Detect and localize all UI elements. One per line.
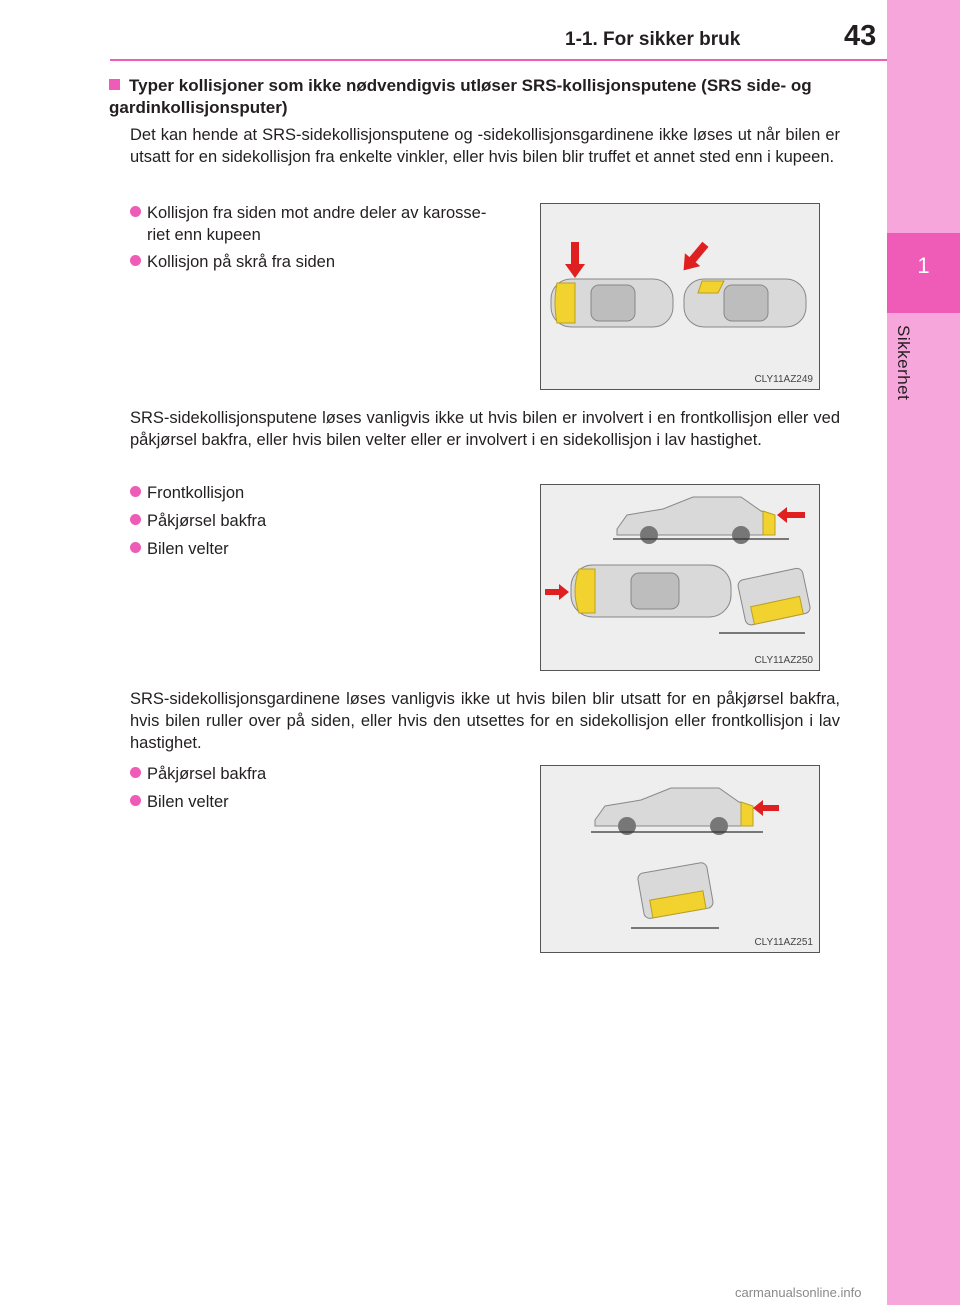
impact-arrow-icon: [676, 238, 713, 277]
bullet-dot-icon: [130, 514, 141, 525]
section-heading: Typer kollisjoner som ikke nødvendigvis utløser SRS-kollisjonsputene (SRS side- og gardinkollisjonsputer): [109, 76, 812, 117]
bullet-dot-icon: [130, 255, 141, 266]
figure-front-rear-rollover: [540, 484, 820, 671]
intro-paragraph: Det kan hende at SRS-sidekollisjonsputene og -sidekollisjonsgardinene ikke løses ut når bilen er utsatt for en sidekollisjon fra enkelte vinkler, eller hvis bilen blir truffet et annet sted enn i kupeen.: [130, 126, 840, 166]
chapter-number: 1: [917, 253, 930, 278]
figure-code: CLY11AZ251: [754, 937, 813, 948]
section-title: 1-1. For sikker bruk: [565, 29, 741, 50]
bullet-dot-icon: [130, 542, 141, 553]
car-top-left: [551, 279, 673, 327]
chapter-label: Sikkerhet: [894, 325, 913, 401]
page-number: 43: [844, 20, 877, 52]
car-top-view: [571, 565, 731, 617]
bullet-dot-icon: [130, 767, 141, 778]
impact-arrow-icon: [753, 800, 779, 816]
square-bullet-icon: [109, 79, 120, 90]
paragraph: SRS-sidekollisjonsgardinene løses vanligvis ikke ut hvis bilen blir utsatt for en påkjørsel bakfra, hvis bilen ruller over på siden, eller hvis den utsettes for en sidekollisjon eller frontkollisjon i lav hastighet.: [130, 690, 840, 752]
impact-arrow-icon: [545, 584, 569, 600]
bullet-dot-icon: [130, 206, 141, 217]
car-side-view: [595, 788, 753, 835]
bullet-item: Kollisjon fra siden mot andre deler av karosse- riet enn kupeen: [130, 202, 486, 246]
side-band: [887, 0, 960, 1305]
bullet-item: Påkjørsel bakfra: [130, 510, 266, 532]
car-side-view: [617, 497, 775, 544]
curtain-collision-illustration: [541, 766, 819, 952]
bullet-item: Kollisjon på skrå fra siden: [130, 251, 335, 273]
figure-rear-rollover: [540, 765, 820, 953]
car-top-right: [684, 279, 806, 327]
bullet-dot-icon: [130, 486, 141, 497]
figure-side-collision: [540, 203, 820, 390]
car-rollover: [637, 862, 714, 919]
impact-arrow-icon: [777, 507, 805, 523]
impact-arrow-icon: [565, 242, 585, 278]
bullet-item: Påkjørsel bakfra: [130, 763, 266, 785]
bullet-dot-icon: [130, 795, 141, 806]
watermark: carmanualsonline.info: [735, 1285, 862, 1300]
car-rollover: [737, 567, 811, 626]
collision-types-illustration: [541, 485, 819, 670]
figure-code: CLY11AZ249: [754, 374, 813, 385]
figure-code: CLY11AZ250: [754, 655, 813, 666]
header-rule: [110, 59, 887, 61]
paragraph: SRS-sidekollisjonsputene løses vanligvis ikke ut hvis bilen er involvert i en frontkollisjon eller ved påkjørsel bakfra, eller hvis bilen velter eller er involvert i en sidekollisjon i lav hastighet.: [130, 409, 840, 449]
bullet-item: Bilen velter: [130, 791, 229, 813]
bullet-item: Bilen velter: [130, 538, 229, 560]
bullet-item: Frontkollisjon: [130, 482, 244, 504]
car-topview-illustration: [541, 204, 819, 389]
